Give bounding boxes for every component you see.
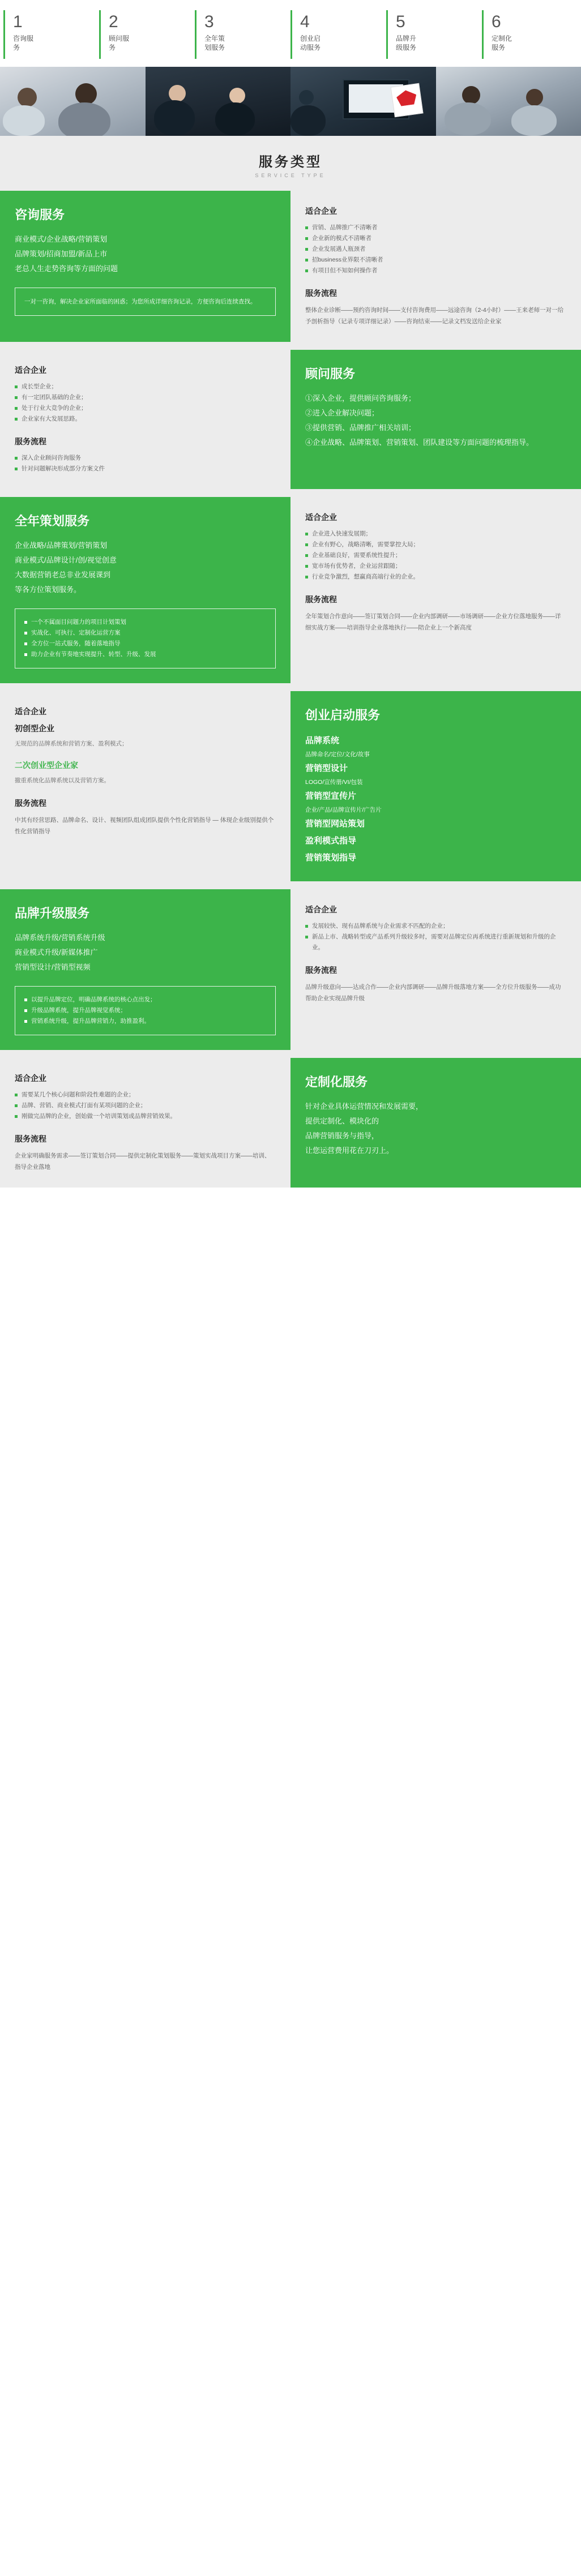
custom-title: 定制化服务 xyxy=(305,1075,368,1089)
custom-line-2: 提供定制化、模块化的 xyxy=(305,1117,379,1125)
startup-fit-sub-2: 撤重系统化品牌系统以及营销方案。 xyxy=(15,777,110,784)
advisor-line-4: ④企业战略、品牌策划、营销策划、团队建设等方面问题的梳理指导。 xyxy=(305,438,534,447)
list-item: 企业有野心，战略清晰，需要掌控大局； xyxy=(305,539,566,550)
yearplan-fit-label: 适合企业 xyxy=(305,513,337,522)
block-custom xyxy=(0,1058,581,1188)
startup-group-head-4: 营销型网站策划 xyxy=(305,819,365,829)
list-item: 针对问题解决形成部分方案文件 xyxy=(15,464,276,474)
upgrade-fit-list xyxy=(305,921,566,953)
step-number: 4 xyxy=(300,12,310,31)
upgrade-green-panel xyxy=(0,889,290,1050)
custom-flow-label: 服务流程 xyxy=(15,1134,46,1143)
upgrade-flow-label: 服务流程 xyxy=(305,966,337,975)
list-item: 发展较快、现有品牌系统与企业需求不匹配的企业； xyxy=(305,921,566,932)
advisor-gray-panel xyxy=(0,350,290,489)
step-item xyxy=(99,10,195,59)
section-title-cn: 服务类型 xyxy=(259,155,322,170)
step-item xyxy=(290,10,386,59)
block-consult xyxy=(0,191,581,342)
list-item: 企业基础良好，需要系统性提升； xyxy=(305,550,566,561)
consult-line-3: 老总人生走势咨询等方面的问题 xyxy=(15,264,118,273)
consult-line-1: 商业模式/企业战略/营销策划 xyxy=(15,235,108,243)
startup-fit-sub-1: 无规范的品牌系统和营销方案、盈利模式； xyxy=(15,740,128,747)
photo-presentation xyxy=(290,67,436,136)
advisor-line-3: ③提供营销、品牌推广相关培训； xyxy=(305,423,416,432)
section-title xyxy=(0,136,581,191)
list-item: 以提升品牌定位，明确品牌系统的核心点出发； xyxy=(24,995,266,1005)
upgrade-line-2: 商业模式升级/新媒体推广 xyxy=(15,948,98,957)
step-item xyxy=(3,10,99,59)
advisor-line-1: ①深入企业，提供顾问咨询服务； xyxy=(305,394,416,402)
page-root xyxy=(0,0,581,1188)
advisor-flow-list xyxy=(15,453,276,474)
advisor-title: 顾问服务 xyxy=(305,367,356,381)
list-item: 招business业界限不清晰者 xyxy=(305,255,566,265)
consult-line-2: 品牌策划/招商加盟/新品上市 xyxy=(15,250,108,258)
consult-green-panel xyxy=(0,191,290,342)
yearplan-line-4: 等各方位策划服务。 xyxy=(15,585,82,594)
gap-5 xyxy=(0,1050,581,1058)
yearplan-highlight-list xyxy=(24,617,266,660)
advisor-flow-label: 服务流程 xyxy=(15,437,46,446)
gap-1 xyxy=(0,342,581,350)
list-item: 全方位一站式服务，随着落地指导 xyxy=(24,638,266,649)
startup-flow-label: 服务流程 xyxy=(15,799,46,808)
step-number: 2 xyxy=(109,12,118,31)
block-startup xyxy=(0,691,581,881)
step-strip xyxy=(0,0,581,67)
list-item: 助力企业有节奏地实现提升、转型、升级、发展 xyxy=(24,649,266,660)
startup-fit-label: 适合企业 xyxy=(15,707,46,716)
yearplan-gray-panel xyxy=(290,497,581,683)
list-item: 一个不属面目问题力的项目计划策划 xyxy=(24,617,266,628)
block-yearplan xyxy=(0,497,581,683)
custom-green-panel xyxy=(290,1058,581,1188)
list-item: 有项目但不知如何操作者 xyxy=(305,265,566,276)
upgrade-flow-text: 品牌升级意向——达成合作——企业内部调研——品牌升级落地方案——全方位升级服务——成功帮助企业实现品牌升级 xyxy=(305,984,561,1002)
yearplan-flow-text: 全年策划合作意向——签订策划合同——企业内部调研——市场调研——企业方位落地服务——详细实战方案——培训指导企业落地执行——陪企业上一个新高度 xyxy=(305,613,561,631)
step-item xyxy=(386,10,482,59)
startup-group-head-3: 营销型宣传片 xyxy=(305,791,357,801)
step-number: 6 xyxy=(492,12,501,31)
yearplan-highlights xyxy=(15,608,276,668)
list-item: 营销、品牌推广不清晰者 xyxy=(305,222,566,233)
startup-group-head-1: 品牌系统 xyxy=(305,736,340,745)
list-item: 新品上市、战略转型或产品系列升级较多时，需要对品牌定位再系统进行重新规划和升级的企业。 xyxy=(305,932,566,953)
advisor-fit-list xyxy=(15,382,276,425)
yearplan-line-3: 大数据营销老总非业发展课到 xyxy=(15,571,111,579)
list-item: 行业竞争激烈，想赢商高端行业的企业。 xyxy=(305,572,566,582)
photo-office-dark xyxy=(146,67,291,136)
photo-band xyxy=(0,67,581,136)
startup-group-head-5: 盈利模式指导 xyxy=(305,836,357,846)
startup-group-head-6: 营销策划指导 xyxy=(305,853,357,863)
custom-fit-list xyxy=(15,1090,276,1122)
list-item: 宽市场有优势者，企业运营跟随； xyxy=(305,561,566,572)
list-item: 深入企业顾问咨询服务 xyxy=(15,453,276,464)
startup-title: 创业启动服务 xyxy=(305,708,381,722)
custom-line-4: 让您运营费用花在刀刃上。 xyxy=(305,1146,394,1155)
list-item: 处于行业大竞争的企业； xyxy=(15,403,276,414)
upgrade-highlights xyxy=(15,986,276,1035)
consult-gray-panel xyxy=(290,191,581,342)
list-item: 刚做完品牌的企业，创始做一个培训策划或品牌营销效果。 xyxy=(15,1111,276,1122)
consult-fit-list xyxy=(305,222,566,276)
upgrade-line-3: 营销型设计/营销型视频 xyxy=(15,963,91,971)
step-label: 全年策划服务 xyxy=(204,35,225,52)
yearplan-line-1: 企业战略/品牌策划/营销策划 xyxy=(15,541,108,550)
startup-fit-head-2: 二次创业型企业家 xyxy=(15,761,78,770)
list-item: 企业家有大发展思路。 xyxy=(15,414,276,425)
list-item: 升级品牌系统，提升品牌视觉系统； xyxy=(24,1005,266,1016)
custom-line-3: 品牌营销服务与指导， xyxy=(305,1131,379,1140)
list-item: 需要某几个核心问题和阶段性难题的企业； xyxy=(15,1090,276,1100)
step-item xyxy=(482,10,578,59)
yearplan-line-2: 商业模式/品牌设计/创/视觉创意 xyxy=(15,556,117,564)
consult-fit-label: 适合企业 xyxy=(305,207,337,216)
consult-flow-label: 服务流程 xyxy=(305,289,337,298)
yearplan-title: 全年策划服务 xyxy=(15,514,90,528)
startup-gray-panel xyxy=(0,691,290,881)
gap-3 xyxy=(0,683,581,691)
list-item: 企业进入快速发展期； xyxy=(305,529,566,539)
upgrade-gray-panel xyxy=(290,889,581,1050)
list-item: 实战化、可执行、定制化运营方案 xyxy=(24,628,266,638)
startup-fit-head-1: 初创型企业 xyxy=(15,724,54,733)
step-label: 咨询服务 xyxy=(13,35,34,52)
photo-meeting-left xyxy=(0,67,146,136)
startup-flow-text: 中其有经营思路、品牌命名、设计、视频团队组成团队提供个性化营销指导 — 体现企业级别提供个性化营销指导 xyxy=(15,817,274,835)
upgrade-fit-label: 适合企业 xyxy=(305,905,337,914)
photo-meeting-right xyxy=(436,67,581,136)
custom-line-1: 针对企业具体运营情况和发展需要， xyxy=(305,1102,424,1111)
step-label: 品牌升级服务 xyxy=(396,35,417,52)
list-item: 营销系统升级，提升品牌营销力，助推盈利。 xyxy=(24,1016,266,1027)
step-number: 1 xyxy=(13,12,23,31)
step-number: 5 xyxy=(396,12,405,31)
yearplan-flow-label: 服务流程 xyxy=(305,595,337,604)
list-item: 品牌、营销、商业模式打面有某项问题的企业； xyxy=(15,1100,276,1111)
startup-group-text-1: 品牌命名/定位/文化/故事 xyxy=(305,751,370,758)
upgrade-title: 品牌升级服务 xyxy=(15,906,90,920)
section-title-en: SERVICE TYPE xyxy=(255,173,326,178)
step-number: 3 xyxy=(204,12,214,31)
gap-2 xyxy=(0,489,581,497)
custom-flow-text: 企业家明确服务需求——签订策划合同——提供定制化策划服务——策划实战项目方案——培训、指导企业落地 xyxy=(15,1152,271,1171)
block-advisor xyxy=(0,350,581,489)
startup-green-panel xyxy=(290,691,581,881)
list-item: 企业新的模式不清晰者 xyxy=(305,233,566,244)
startup-group-text-3: 企业/产品/品牌宣传片/广告片 xyxy=(305,807,382,813)
consult-note: 一对一咨询，解决企业家所面临的困惑；为您所成详细咨询记录，方便咨询后连续查找。 xyxy=(15,288,276,316)
startup-group-head-2: 营销型设计 xyxy=(305,764,348,773)
list-item: 成长型企业； xyxy=(15,382,276,392)
list-item: 有一定团队基础的企业； xyxy=(15,392,276,403)
yearplan-green-panel xyxy=(0,497,290,683)
yearplan-fit-list xyxy=(305,529,566,582)
upgrade-line-1: 品牌系统升级/营销系统升级 xyxy=(15,933,105,942)
consult-title: 咨询服务 xyxy=(15,208,65,222)
step-label: 定制化服务 xyxy=(492,35,512,52)
advisor-green-panel xyxy=(290,350,581,489)
red-graphic-card xyxy=(390,83,423,117)
startup-group-text-2: LOGO/宣传册/VI/包装 xyxy=(305,779,363,786)
step-label: 创业启动服务 xyxy=(300,35,321,52)
advisor-line-2: ②进入企业解决问题； xyxy=(305,409,379,417)
consult-flow-text: 整体企业诊断——预约咨询时间——支付咨询费用——远途咨询（2-4小时）——王来老师一对一给予剖析指导（记录专项详细记录）——咨询结束——记录文档发送给企业家 xyxy=(305,307,564,325)
step-label: 顾问服务 xyxy=(109,35,130,52)
gap-4 xyxy=(0,881,581,889)
list-item: 企业发展遇人瓶颈者 xyxy=(305,244,566,255)
step-item xyxy=(195,10,290,59)
custom-gray-panel xyxy=(0,1058,290,1188)
block-upgrade xyxy=(0,889,581,1050)
advisor-fit-label: 适合企业 xyxy=(15,366,46,375)
upgrade-highlight-list xyxy=(24,995,266,1027)
custom-fit-label: 适合企业 xyxy=(15,1074,46,1083)
